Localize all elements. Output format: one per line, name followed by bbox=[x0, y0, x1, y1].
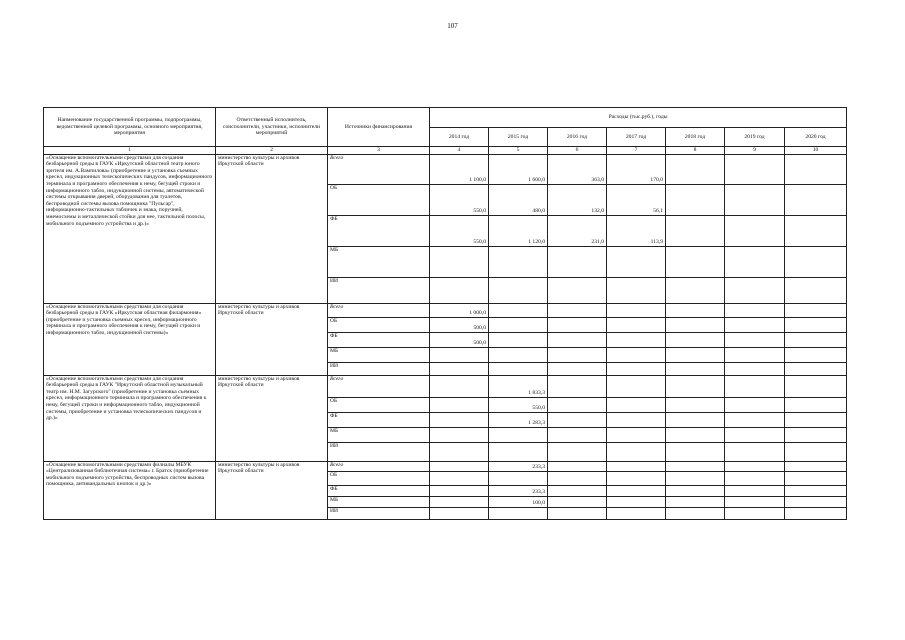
expense-value bbox=[725, 442, 785, 461]
funding-source: Всего bbox=[328, 154, 430, 184]
expense-value bbox=[785, 397, 847, 412]
funding-source: ИИ bbox=[328, 507, 430, 519]
expense-value bbox=[489, 347, 548, 362]
expense-value bbox=[666, 362, 725, 375]
expense-value bbox=[785, 154, 847, 184]
column-number-row bbox=[44, 147, 847, 155]
expense-value: 500,0 bbox=[430, 332, 489, 347]
expense-value bbox=[785, 317, 847, 332]
header-year: 2018 год bbox=[666, 128, 725, 147]
funding-source: ИИ bbox=[328, 277, 430, 303]
column-number: 6 bbox=[548, 147, 607, 155]
expense-value bbox=[785, 496, 847, 507]
expense-value bbox=[548, 471, 607, 485]
expense-value bbox=[607, 397, 666, 412]
column-number: 1 bbox=[44, 147, 216, 155]
expense-value bbox=[548, 246, 607, 277]
activity-description: «Оснащение вспомогательными средствами филиалы МБУК «Централизованная библиотечная система» г. Братск (приобретение мобильного подъемного устройства, беспроводных систем вызова помощника, антивандальных кнопок и др.)» bbox=[44, 461, 216, 519]
expense-value: 363,0 bbox=[548, 154, 607, 184]
expense-value: 480,0 bbox=[489, 184, 548, 215]
header-year: 2017 год bbox=[607, 128, 666, 147]
page-number: 107 bbox=[447, 22, 458, 30]
expense-value bbox=[430, 461, 489, 471]
funding-source: ОБ bbox=[328, 471, 430, 485]
column-number: 3 bbox=[328, 147, 430, 155]
responsible-executor: министерство культуры и архивов Иркутской области bbox=[216, 461, 328, 519]
expense-value: 1 100,0 bbox=[430, 154, 489, 184]
expense-value bbox=[666, 485, 725, 496]
expense-value bbox=[666, 507, 725, 519]
expense-value bbox=[489, 427, 548, 442]
expense-value bbox=[785, 461, 847, 471]
expense-value bbox=[607, 246, 666, 277]
expense-value bbox=[489, 507, 548, 519]
expense-value bbox=[430, 471, 489, 485]
expense-value: 1 000,0 bbox=[430, 303, 489, 317]
expense-value bbox=[430, 496, 489, 507]
expense-value bbox=[725, 246, 785, 277]
expense-value bbox=[785, 471, 847, 485]
expense-value bbox=[725, 375, 785, 397]
expense-value bbox=[548, 485, 607, 496]
expense-value bbox=[785, 375, 847, 397]
expense-value bbox=[785, 485, 847, 496]
column-number: 4 bbox=[430, 147, 489, 155]
expense-value bbox=[785, 412, 847, 427]
column-number: 2 bbox=[216, 147, 328, 155]
expense-value: 1 283,3 bbox=[489, 412, 548, 427]
expense-value bbox=[607, 496, 666, 507]
expense-value bbox=[548, 427, 607, 442]
expense-value: 233,3 bbox=[489, 461, 548, 471]
funding-source: МБ bbox=[328, 246, 430, 277]
expense-value: 550,0 bbox=[489, 397, 548, 412]
expense-value bbox=[725, 496, 785, 507]
expense-value bbox=[489, 277, 548, 303]
funding-source: Всего bbox=[328, 375, 430, 397]
expense-value bbox=[666, 246, 725, 277]
expense-value bbox=[666, 317, 725, 332]
activity-description: «Оснащение вспомогательными средствами для создания безбарьерной среды в ГАУК "Иркутский областной музыкальный театр им. Н.М. Загурского" (приобретение и установка съемных кресел, информационного терминала и програмного обеспечения к нему, бегущей строки и информационного табло, индукционной системы, приобретение и установка телескопических пандусов и др.)» bbox=[44, 375, 216, 461]
expense-value bbox=[489, 317, 548, 332]
expense-value: 1 120,0 bbox=[489, 215, 548, 246]
column-number: 9 bbox=[725, 147, 785, 155]
expense-value bbox=[430, 397, 489, 412]
table-body bbox=[44, 154, 847, 519]
funding-source: ИИ bbox=[328, 362, 430, 375]
table-row bbox=[44, 303, 847, 317]
expense-value bbox=[785, 427, 847, 442]
expense-value bbox=[548, 412, 607, 427]
funding-source: ФБ bbox=[328, 332, 430, 347]
expense-value bbox=[548, 317, 607, 332]
table-row bbox=[44, 461, 847, 471]
expense-value bbox=[548, 507, 607, 519]
responsible-executor: министерство культуры и архивов Иркутской области bbox=[216, 375, 328, 461]
expense-value bbox=[489, 362, 548, 375]
expense-value bbox=[725, 154, 785, 184]
expense-value bbox=[725, 397, 785, 412]
expense-value bbox=[489, 471, 548, 485]
expense-value bbox=[430, 375, 489, 397]
expense-value bbox=[430, 442, 489, 461]
column-number: 10 bbox=[785, 147, 847, 155]
expense-value: 170,0 bbox=[607, 154, 666, 184]
expense-value bbox=[666, 471, 725, 485]
expense-value bbox=[785, 332, 847, 347]
expense-value bbox=[785, 277, 847, 303]
activity-description: «Оснащение вспомогательными средствами для создания безбарьерной среды в ГАУК «Иркутский областной театр юного зрителя им. А.Вампилова» (приобретение и установка съемных кресел, индукционных телескопических пандусов, информационного терминала и програмного обеспечения к нему, бегущей строки и информационного табло, индукционной системы, автоматической системы открывания дверей, оборудования для туалетов, беспроводной системы вызова помощника "Пульсар", информационно-тактильных табличек и знака, поручней, мнемосхемы и металлической стойки для нее, тактильной полосы, мобильного подъемного устройства и др.)» bbox=[44, 154, 216, 303]
expense-value bbox=[607, 507, 666, 519]
column-number: 7 bbox=[607, 147, 666, 155]
expense-value bbox=[430, 246, 489, 277]
expense-value bbox=[725, 347, 785, 362]
expense-value bbox=[666, 347, 725, 362]
expense-value bbox=[548, 461, 607, 471]
budget-table bbox=[43, 107, 847, 520]
column-number: 5 bbox=[489, 147, 548, 155]
funding-source: ОБ bbox=[328, 317, 430, 332]
expense-value bbox=[666, 496, 725, 507]
header-year: 2016 год bbox=[548, 128, 607, 147]
expense-value bbox=[430, 362, 489, 375]
expense-value: 231,0 bbox=[548, 215, 607, 246]
table-row bbox=[44, 375, 847, 397]
expense-value: 1 833,3 bbox=[489, 375, 548, 397]
header-name: Наименование государственной программы, подпрограммы, ведомственной целевой программы, основного мероприятия, мероприятия bbox=[44, 108, 216, 147]
funding-source: ИИ bbox=[328, 442, 430, 461]
header-year: 2020 год bbox=[785, 128, 847, 147]
table-row bbox=[44, 154, 847, 184]
expense-value bbox=[725, 332, 785, 347]
header-source: Источники финансирования bbox=[328, 108, 430, 147]
funding-source: ФБ bbox=[328, 215, 430, 246]
expense-value bbox=[666, 332, 725, 347]
funding-source: МБ bbox=[328, 427, 430, 442]
funding-source: ФБ bbox=[328, 485, 430, 496]
expense-value bbox=[430, 412, 489, 427]
activity-description: «Оснащение вспомогательными средствами для создания безбарьерной среды в ГАУК «Иркутская областная филармония» (приобретение и установка съемных кресел, информационного терминала и програмного обеспечения к нему, бегущей строки и информационного табло, индукционной системы)» bbox=[44, 303, 216, 375]
expense-value bbox=[607, 471, 666, 485]
expense-value bbox=[548, 303, 607, 317]
expense-value bbox=[548, 442, 607, 461]
expense-value bbox=[607, 303, 666, 317]
funding-source: ОБ bbox=[328, 397, 430, 412]
expense-value bbox=[430, 347, 489, 362]
expense-value bbox=[548, 347, 607, 362]
expense-value bbox=[666, 427, 725, 442]
expense-value: 113,9 bbox=[607, 215, 666, 246]
expense-value bbox=[725, 184, 785, 215]
expense-value bbox=[548, 375, 607, 397]
expense-value bbox=[785, 362, 847, 375]
expense-value bbox=[785, 507, 847, 519]
expense-value bbox=[666, 277, 725, 303]
expense-value bbox=[785, 246, 847, 277]
expense-value bbox=[548, 397, 607, 412]
expense-value bbox=[666, 412, 725, 427]
expense-value bbox=[725, 277, 785, 303]
header-year: 2019 год bbox=[725, 128, 785, 147]
expense-value bbox=[489, 442, 548, 461]
header-responsible: Ответственный исполнитель, соисполнители, участники, исполнители мероприятий bbox=[216, 108, 328, 147]
expense-value bbox=[430, 485, 489, 496]
expense-value bbox=[607, 332, 666, 347]
expense-value bbox=[489, 303, 548, 317]
expense-value bbox=[489, 246, 548, 277]
expense-value bbox=[666, 154, 725, 184]
expense-value bbox=[666, 303, 725, 317]
column-number: 8 bbox=[666, 147, 725, 155]
header-year: 2015 год bbox=[489, 128, 548, 147]
expense-value bbox=[785, 442, 847, 461]
expense-value bbox=[607, 461, 666, 471]
funding-source: ФБ bbox=[328, 412, 430, 427]
expense-value: 132,0 bbox=[548, 184, 607, 215]
expense-value bbox=[725, 303, 785, 317]
expense-value: 500,0 bbox=[430, 317, 489, 332]
funding-source: Всего bbox=[328, 461, 430, 471]
expense-value bbox=[785, 184, 847, 215]
funding-source: ОБ bbox=[328, 184, 430, 215]
expense-value bbox=[725, 412, 785, 427]
expense-value: 56,1 bbox=[607, 184, 666, 215]
expense-value bbox=[725, 362, 785, 375]
header-year: 2014 год bbox=[430, 128, 489, 147]
expense-value bbox=[725, 485, 785, 496]
expense-value bbox=[489, 332, 548, 347]
expense-value bbox=[607, 362, 666, 375]
expense-value bbox=[666, 397, 725, 412]
expense-value bbox=[725, 471, 785, 485]
expense-value bbox=[607, 427, 666, 442]
expense-value: 100,0 bbox=[489, 496, 548, 507]
expense-value bbox=[607, 442, 666, 461]
expense-value bbox=[725, 317, 785, 332]
expense-value: 550,0 bbox=[430, 184, 489, 215]
expense-value bbox=[548, 277, 607, 303]
responsible-executor: министерство культуры и архивов Иркутской области bbox=[216, 154, 328, 303]
expense-value bbox=[607, 412, 666, 427]
expense-value bbox=[548, 362, 607, 375]
expense-value bbox=[725, 215, 785, 246]
funding-source: Всего bbox=[328, 303, 430, 317]
responsible-executor: министерство культуры и архивов Иркутской области bbox=[216, 303, 328, 375]
expense-value: 233,3 bbox=[489, 485, 548, 496]
expense-value bbox=[725, 427, 785, 442]
funding-source: МБ bbox=[328, 347, 430, 362]
expense-value bbox=[666, 442, 725, 461]
expense-value bbox=[725, 507, 785, 519]
expense-value bbox=[785, 303, 847, 317]
expense-value bbox=[607, 277, 666, 303]
expense-value bbox=[607, 347, 666, 362]
expense-value bbox=[785, 347, 847, 362]
expense-value bbox=[430, 507, 489, 519]
expense-value bbox=[548, 496, 607, 507]
expense-value bbox=[548, 332, 607, 347]
expense-value: 550,0 bbox=[430, 215, 489, 246]
expense-value bbox=[666, 461, 725, 471]
expense-value bbox=[666, 184, 725, 215]
expense-value: 1 600,0 bbox=[489, 154, 548, 184]
expense-value bbox=[430, 277, 489, 303]
expense-value bbox=[666, 215, 725, 246]
header-expenses: Расходы (тыс.руб.), годы bbox=[430, 108, 847, 128]
expense-value bbox=[725, 461, 785, 471]
funding-source: МБ bbox=[328, 496, 430, 507]
expense-value bbox=[607, 375, 666, 397]
expense-value bbox=[430, 427, 489, 442]
expense-value bbox=[607, 485, 666, 496]
expense-value bbox=[785, 215, 847, 246]
expense-value bbox=[607, 317, 666, 332]
expense-value bbox=[666, 375, 725, 397]
